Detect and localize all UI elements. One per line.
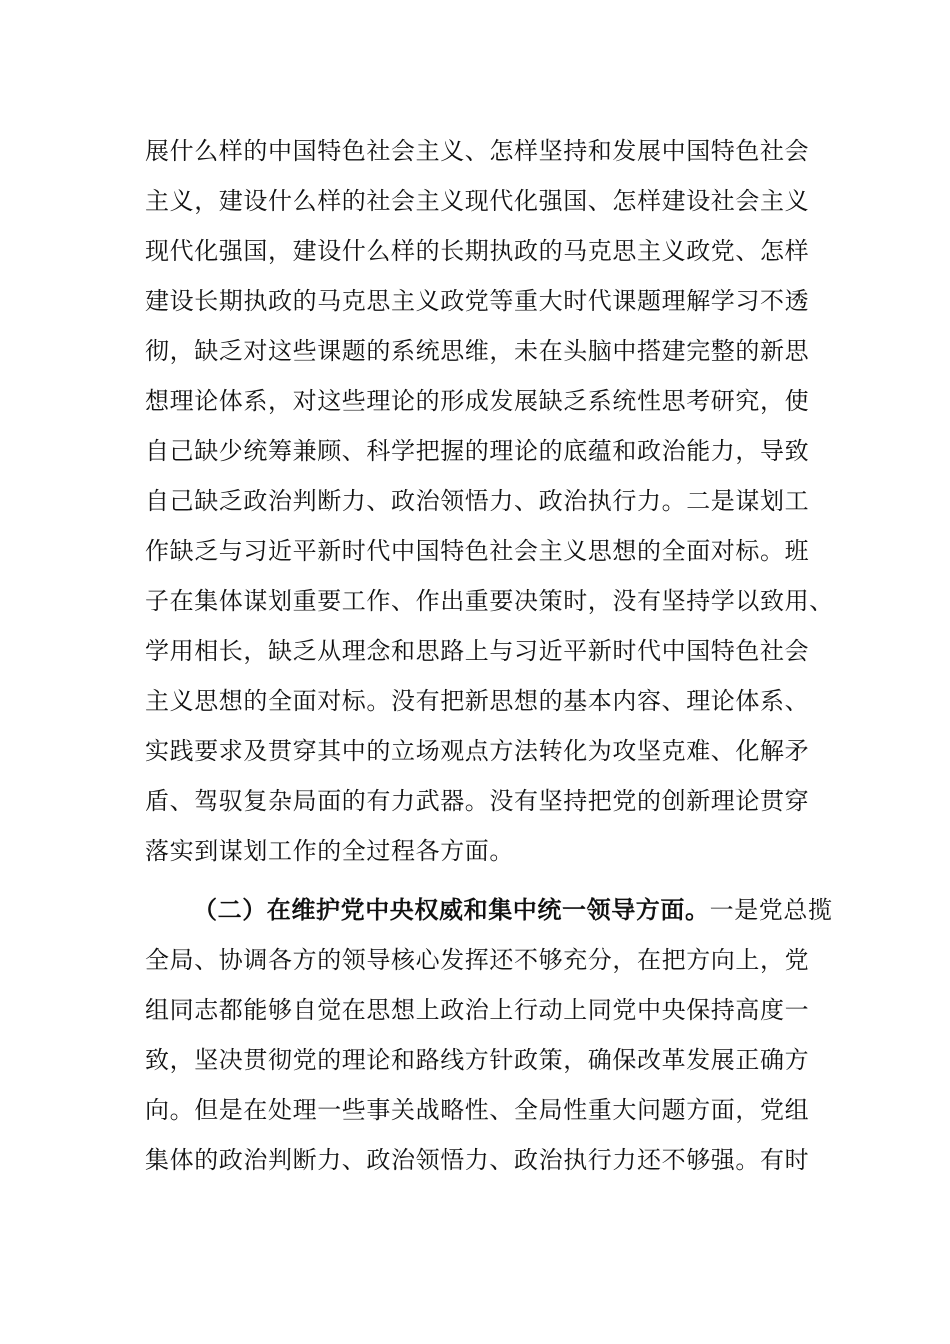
paragraph-1-line-2: 主义，建设什么样的社会主义现代化强国、怎样建设社会主义 bbox=[145, 187, 810, 215]
paragraph-1-line-7: 自己缺少统筹兼顾、科学把握的理论的底蕴和政治能力，导致 bbox=[145, 437, 810, 465]
paragraph-2-line-3: 组同志都能够自觉在思想上政治上行动上同党中央保持高度一 bbox=[145, 996, 810, 1024]
paragraph-1-line-3: 现代化强国，建设什么样的长期执政的马克思主义政党、怎样 bbox=[145, 237, 810, 265]
paragraph-2-line-6: 集体的政治判断力、政治领悟力、政治执行力还不够强。有时 bbox=[145, 1146, 810, 1174]
paragraph-1-line-8: 自己缺乏政治判断力、政治领悟力、政治执行力。二是谋划工 bbox=[145, 487, 810, 515]
paragraph-1-line-4: 建设长期执政的马克思主义政党等重大时代课题理解学习不透 bbox=[145, 287, 810, 315]
paragraph-2-first-line-text: 一是党总揽 bbox=[709, 896, 833, 924]
paragraph-1-line-10: 子在集体谋划重要工作、作出重要决策时，没有坚持学以致用、 bbox=[145, 587, 834, 615]
paragraph-2-line-2: 全局、协调各方的领导核心发挥还不够充分，在把方向上，党 bbox=[145, 946, 810, 974]
paragraph-1-line-12: 主义思想的全面对标。没有把新思想的基本内容、理论体系、 bbox=[145, 687, 810, 715]
paragraph-1-line-13: 实践要求及贯穿其中的立场观点方法转化为攻坚克难、化解矛 bbox=[145, 737, 810, 765]
paragraph-1-line-6: 想理论体系，对这些理论的形成发展缺乏系统性思考研究，使 bbox=[145, 387, 810, 415]
paragraph-1-line-14: 盾、驾驭复杂局面的有力武器。没有坚持把党的创新理论贯穿 bbox=[145, 787, 810, 815]
document-body bbox=[145, 126, 834, 1185]
paragraph-gap bbox=[145, 876, 825, 885]
paragraph-1-line-15: 落实到谋划工作的全过程各方面。 bbox=[145, 837, 514, 865]
section-heading: （二）在维护党中央权威和集中统一领导方面。 bbox=[193, 896, 710, 924]
paragraph-2-line-4: 致，坚决贯彻党的理论和路线方针政策，确保改革发展正确方 bbox=[145, 1046, 810, 1074]
paragraph-2-first-line bbox=[145, 885, 833, 935]
paragraph-1-line-11: 学用相长，缺乏从理念和思路上与习近平新时代中国特色社会 bbox=[145, 637, 810, 665]
paragraph-1-line-5: 彻，缺乏对这些课题的系统思维，未在头脑中搭建完整的新思 bbox=[145, 337, 810, 365]
paragraph-2-line-5: 向。但是在处理一些事关战略性、全局性重大问题方面，党组 bbox=[145, 1096, 810, 1124]
paragraph-1-line-1: 展什么样的中国特色社会主义、怎样坚持和发展中国特色社会 bbox=[145, 137, 810, 165]
paragraph-1-line-9: 作缺乏与习近平新时代中国特色社会主义思想的全面对标。班 bbox=[145, 537, 810, 565]
